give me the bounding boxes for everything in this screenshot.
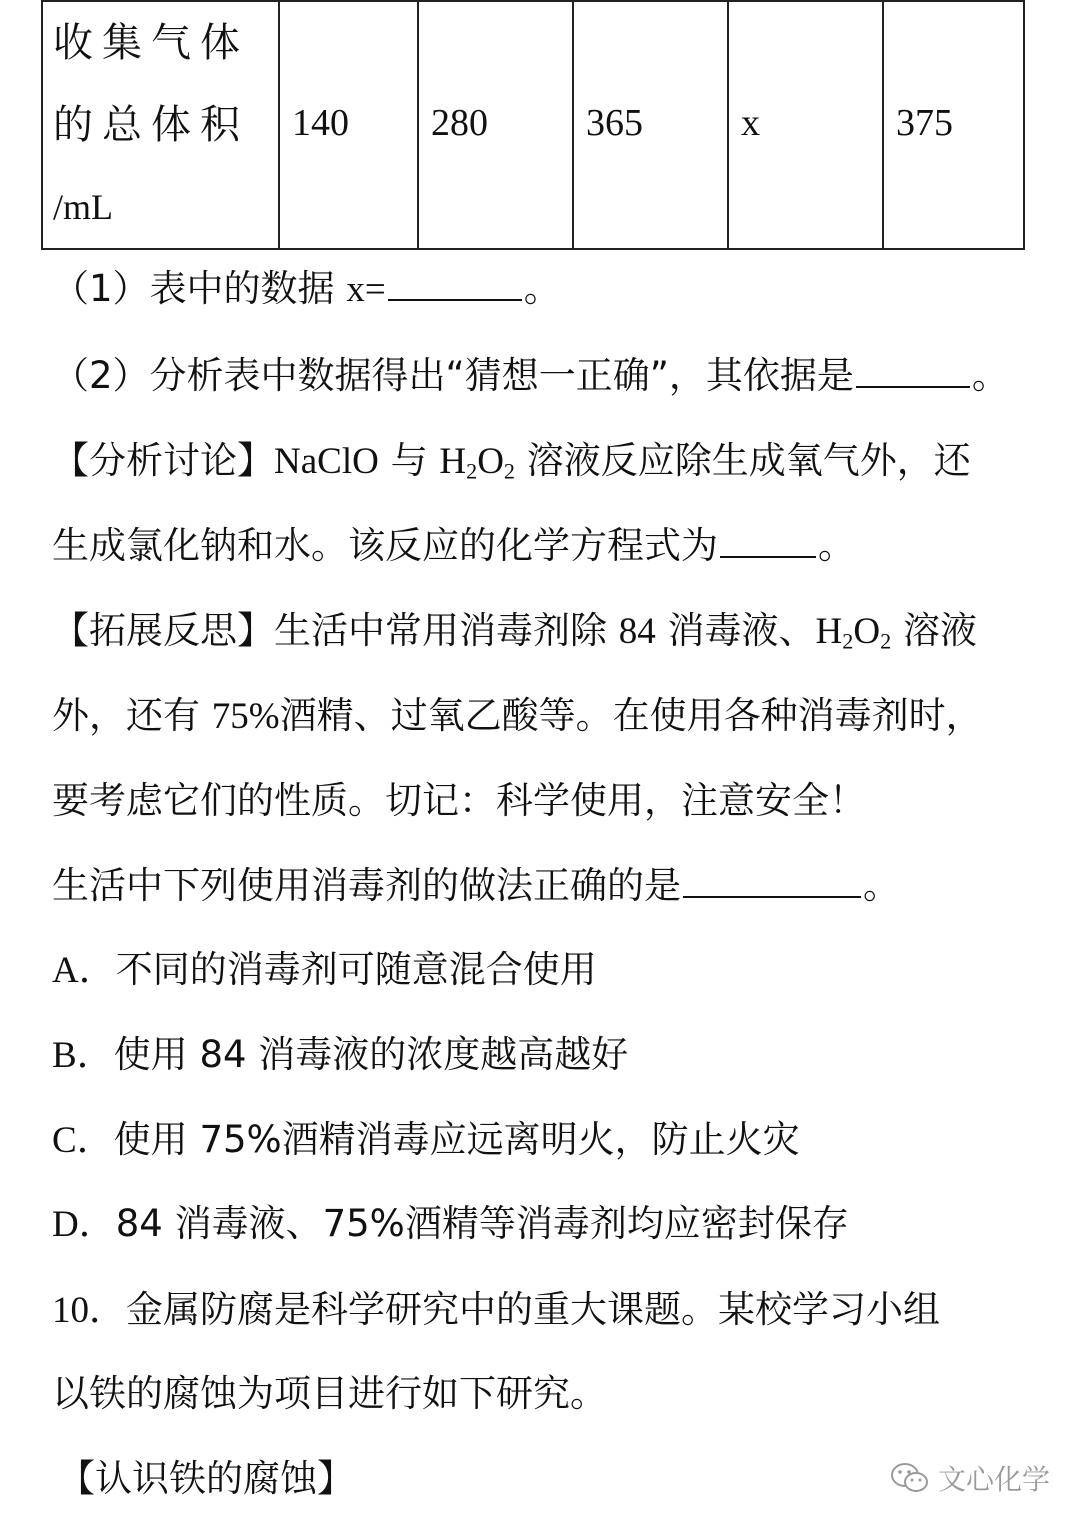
option-b[interactable]: B．使用 84 消毒液的浓度越高越好 — [52, 1033, 629, 1076]
wechat-icon — [890, 1461, 930, 1495]
analysis-line-1: 【分析讨论】NaClO 与 $H_2O_2$ 溶液反应除生成氧气外，还 — [52, 439, 971, 484]
row-header — [42, 1, 279, 249]
question-2: （2）分析表中数据得出“猜想一正确”，其依据是 。 — [52, 354, 1009, 397]
header-unit: /mL — [53, 187, 113, 227]
reflection-line-4: 生活中下列使用消毒剂的做法正确的是 。 — [52, 864, 900, 907]
option-d[interactable]: D．84 消毒液、75%酒精等消毒剂均应密封保存 — [52, 1202, 849, 1245]
question-10-line-1: 10．金属防腐是科学研究中的重大课题。某校学习小组 — [52, 1288, 940, 1331]
option-a[interactable]: A．不同的消毒剂可随意混合使用 — [52, 948, 597, 991]
reflection-line-3: 要考虑它们的性质。切记：科学使用，注意安全！ — [52, 779, 866, 822]
section-heading: 【认识铁的腐蚀】 — [58, 1457, 354, 1500]
table-cell: 365 — [573, 1, 728, 249]
header-line: 收集气体 — [53, 20, 249, 66]
question-10-line-2: 以铁的腐蚀为项目进行如下研究。 — [52, 1372, 607, 1415]
table-cell: 140 — [279, 1, 418, 249]
table-cell: 280 — [418, 1, 573, 249]
watermark-text: 文心化学 — [937, 1463, 1050, 1496]
question-1: （1）表中的数据 x= 。 — [52, 267, 561, 310]
table-cell: 375 — [883, 1, 1024, 249]
answer-blank[interactable] — [683, 862, 861, 898]
table-cell: x — [728, 1, 883, 249]
gas-volume-table — [41, 0, 1025, 250]
table-row — [42, 1, 1024, 249]
watermark — [890, 1458, 1050, 1498]
option-c[interactable]: C．使用 75%酒精消毒应远离明火，防止火灾 — [52, 1118, 800, 1161]
reflection-line-1: 【拓展反思】生活中常用消毒剂除 84 消毒液、$H_2O_2$ 溶液 — [52, 609, 977, 654]
answer-blank[interactable] — [720, 522, 816, 558]
header-line: 的总体积 — [53, 102, 249, 148]
answer-blank[interactable] — [856, 352, 970, 388]
analysis-line-2: 生成氯化钠和水。该反应的化学方程式为 。 — [52, 524, 855, 567]
answer-blank[interactable] — [388, 265, 522, 301]
reflection-line-2: 外，还有 75%酒精、过氧乙酸等。在使用各种消毒剂时， — [52, 694, 983, 737]
section-label: 【分析讨论】 — [52, 439, 274, 482]
section-label: 【拓展反思】 — [52, 609, 274, 652]
